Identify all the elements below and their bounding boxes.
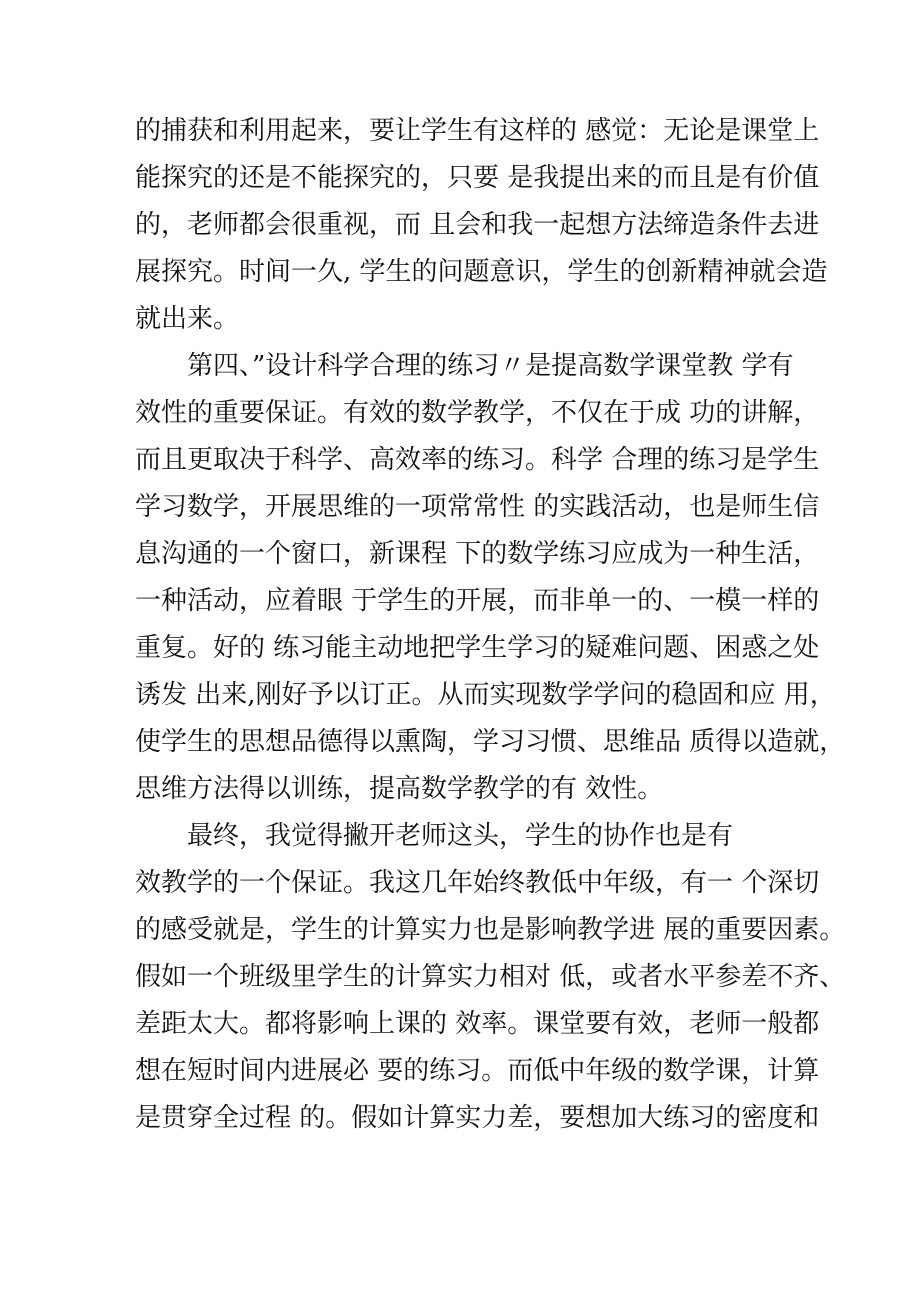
text-line: 展探究。时间一久, 学生的问题意识，学生的创新精神就会造 [135,257,828,287]
text-line: 重复。好的 练习能主动地把学生学习的疑难问题、困惑之处 [135,633,820,663]
text-line: 差距太大。都将影响上课的 效率。课堂要有效，老师一般都 [135,1009,820,1039]
paragraph-first-line: 最终，我觉得撇开老师这头，学生的协作也是有 [187,821,734,851]
paragraph-first-line: 第四、”设计科学合理的练习〃是提高数学课堂教 学有 [187,351,794,381]
body-text [135,108,846,1142]
text-line: 效性的重要保证。有效的数学教学，不仅在于成 功的讲解， [135,398,820,428]
text-line: 学习数学，开展思维的一项常常性 的实践活动，也是师生信 [135,492,820,522]
text-line: 使学生的思想品德得以熏陶，学习习惯、思维品 质得以造就， [135,727,846,757]
text-line: 是贯穿全过程 的。假如计算实力差，要想加大练习的密度和 [135,1103,820,1133]
text-line: 思维方法得以训练，提高数学教学的有 效性。 [135,774,664,804]
text-line: 效教学的一个保证。我这几年始终教低中年级，有一 个深切 [135,868,820,898]
text-line: 息沟通的一个窗口，新课程 下的数学练习应成为一种生活， [135,539,820,569]
text-line: 假如一个班级里学生的计算实力相对 低，或者水平参差不齐、 [135,962,846,992]
text-line: 一种活动，应着眼 于学生的开展，而非单一的、一模一样的 [135,586,820,616]
text-line: 想在短时间内进展必 要的练习。而低中年级的数学课，计算 [135,1056,820,1086]
text-line: 而且更取决于科学、高效率的练习。科学 合理的练习是学生 [135,445,820,475]
text-line: 能探究的还是不能探究的，只要 是我提出来的而且是有价值 [135,163,820,193]
text-line: 的捕获和利用起来，要让学生有这样的 感觉：无论是课堂上 [135,116,820,146]
text-line: 诱发 出来,刚好予以订正。从而实现数学学问的稳固和应 用， [135,680,836,710]
text-line: 的感受就是，学生的计算实力也是影响教学进 展的重要因素。 [135,915,846,945]
text-line: 就出来。 [135,304,240,334]
text-line: 的，老师都会很重视，而 且会和我一起想方法缔造条件去进 [135,210,820,240]
